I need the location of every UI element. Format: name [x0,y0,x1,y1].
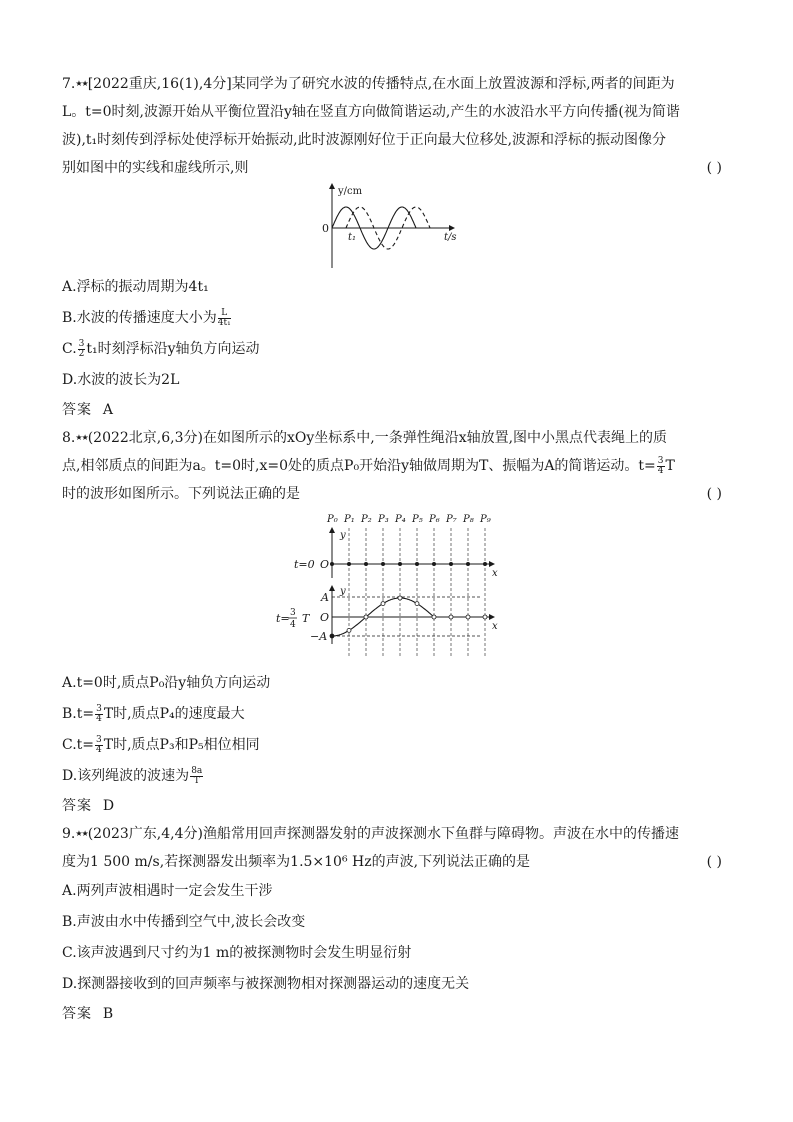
option-text: 两列声波相遇时一定会发生干涉 [76,883,273,899]
fraction [95,705,103,724]
question-9 [62,820,722,1028]
q8-point-label: P₉ [480,514,491,525]
q7-tick-t1: t₁ [348,232,357,243]
q7-vibration-graph [62,182,722,272]
option-letter: A. [62,675,77,691]
option-text: 水波的传播速度大小为 [76,310,217,326]
q9-option-d [62,969,722,1000]
fraction [218,309,231,328]
q8-t1-label-prefix: t= [276,612,290,625]
fraction-numerator: 8a [191,765,203,776]
question-8 [62,424,722,820]
q8-text-3: 时的波形如图所示。下列说法正确的是 [62,486,300,502]
q7-xlabel: t/s [444,232,457,243]
q9-option-a [62,876,722,907]
fraction-numerator: 3 [78,338,85,349]
q9-line-1 [62,820,722,848]
q9-answer [62,1000,722,1028]
q8-point-label: P₁ [344,514,355,525]
q8-point-label: P₇ [446,514,457,525]
answer-label: 答案 [62,402,92,418]
option-letter: A. [62,883,77,899]
document-page [62,70,722,1028]
q8-point-label: P₆ [429,514,440,525]
q8-point-label: P₂ [361,514,372,525]
option-text: t₁时刻浮标沿y轴负方向运动 [86,341,260,357]
question-7 [62,70,722,424]
q8-particle-t1 [364,615,368,619]
q8-particle-t0 [415,562,419,566]
option-letter: C. [62,737,77,753]
q7-option-b [62,303,722,334]
option-text: T时,质点P₃和P₅相位相同 [103,737,260,753]
option-text: 浮标的振动周期为4t₁ [76,279,209,295]
option-letter: B. [62,310,77,326]
q8-particle-t0 [364,562,368,566]
q8-waveform-figure [62,508,722,668]
q8-particle-t0 [466,562,470,566]
q8-line-3 [62,480,722,508]
q7-line-3: 波),t₁时刻传到浮标处使浮标开始振动,此时波源刚好位于正向最大位移处,波源和浮标的振动图像分 [62,132,667,148]
fraction-denominator: T [193,775,200,786]
q8-particle-t1 [330,634,334,638]
q8-particle-t0 [432,562,436,566]
q8-particle-t1 [398,596,402,600]
q7-source: [2022重庆,16(1),4分] [87,76,232,92]
q8-option-c [62,730,722,761]
q8-particle-t1 [483,615,487,619]
q8-point-label: P₅ [412,514,423,525]
q8-particle-t0 [483,562,487,566]
q8-point-label: P₃ [378,514,389,525]
difficulty-stars-icon: ★★ [75,433,88,442]
q8-particle-t1 [381,602,385,606]
q8-amp-neg-label: −A [310,630,328,643]
q7-option-d [62,365,722,396]
fraction-numerator: L [218,309,231,319]
fraction-numerator: 3 [96,734,102,745]
q8-line-2 [62,452,722,480]
answer-blank: ( ) [706,854,722,870]
answer-blank: ( ) [706,160,722,176]
fraction-denominator: 4 [96,713,102,724]
q7-graph-svg [62,182,722,272]
answer-value: B [102,1006,115,1022]
option-text: 水波的波长为2L [77,372,180,388]
q8-particle-t0 [449,562,453,566]
option-letter: A. [62,279,77,295]
q7-line-1 [62,70,722,98]
option-text: 探测器接收到的回声频率与被探测物相对探测器运动的速度无关 [77,976,470,992]
q8-t1-frac-den: 4 [290,620,296,630]
q8-t0-y-label: y [340,530,346,541]
q9-source: (2023广东,4,4分) [87,826,203,842]
q8-particle-t0 [330,562,334,566]
fraction-denominator: 4t₁ [217,317,231,328]
answer-value: D [102,798,116,814]
q9-number: 9. [62,826,76,842]
q8-particle-t1 [449,615,453,619]
q8-particle-t0 [398,562,402,566]
fraction-denominator: 4 [96,744,102,755]
q8-point-label: P₈ [463,514,474,525]
q7-option-a [62,272,722,303]
q9-text-1: 渔船常用回声探测器发射的声波探测水下鱼群与障碍物。声波在水中的传播速 [202,826,679,842]
q7-origin: 0 [322,222,329,235]
fraction-denominator: 2 [78,348,85,359]
difficulty-stars-icon: ★★ [75,829,88,838]
q8-option-a [62,668,722,699]
q8-text-2b: T [665,458,675,474]
q7-text-4: 别如图中的实线和虚线所示,则 [62,160,249,176]
answer-label: 答案 [62,1006,92,1022]
q8-particle-t1 [432,615,436,619]
q8-t1-y-label: y [340,586,346,597]
option-text: T时,质点P₄的速度最大 [103,706,245,722]
q7-answer [62,396,722,424]
fraction-numerator: 3 [96,703,102,714]
q8-figure-svg [62,508,722,668]
answer-value: A [102,402,115,418]
q8-amp-pos-label: A [321,591,329,604]
q7-line-4 [62,154,722,182]
option-text: 该声波遇到尺寸约为1 m的被探测物时会发生明显衍射 [76,945,412,961]
q8-t1-frac-num: 3 [290,608,296,618]
q8-t1-label-suffix: T [302,612,310,625]
q9-option-b [62,907,722,938]
q8-particle-t1 [466,615,470,619]
option-letter: D. [62,372,78,388]
q8-answer [62,792,722,820]
q8-number: 8. [62,430,76,446]
option-letter: C. [62,341,77,357]
q8-t1-origin: O [320,611,330,624]
option-prefix: t= [76,737,95,753]
fraction [657,457,665,476]
q8-t0-origin: O [320,558,330,571]
q8-point-label: P₄ [395,514,406,525]
q7-line-2: L。t=0时刻,波源开始从平衡位置沿y轴在竖直方向做简谐运动,产生的水波沿水平方向传播(视为简谐 [62,104,680,120]
q8-text-2: 点,相邻质点的间距为a。t=0时,x=0处的质点P₀开始沿y轴做周期为T、振幅为A的简谐运动。t= [62,458,656,474]
answer-label: 答案 [62,798,92,814]
q8-particle-t1 [415,602,419,606]
option-letter: C. [62,945,77,961]
q9-text-2: 度为1 500 m/s,若探测器发出频率为1.5×10⁶ Hz的声波,下列说法正确的是 [62,854,531,870]
option-letter: D. [62,768,78,784]
q8-line-1 [62,424,722,452]
q8-point-label: P₀ [327,514,338,525]
option-letter: D. [62,976,78,992]
fraction-numerator: 3 [657,455,664,466]
q8-t1-x-label: x [492,621,498,632]
q8-t0-x-label: x [492,568,498,579]
fraction [95,736,103,755]
q8-option-d [62,761,722,792]
option-letter: B. [62,706,77,722]
q8-t0-label: t=0 [294,558,315,571]
q9-line-2 [62,848,722,876]
option-text: 该列绳波的波速为 [77,768,190,784]
q8-particle-t0 [381,562,385,566]
option-prefix: t= [76,706,95,722]
q7-option-c [62,334,722,365]
q8-option-b [62,699,722,730]
q7-number: 7. [62,76,76,92]
q8-particle-t1 [347,628,351,632]
q8-particle-t0 [347,562,351,566]
answer-blank: ( ) [706,486,722,502]
q8-text-1: 在如图所示的xOy坐标系中,一条弹性绳沿x轴放置,图中小黑点代表绳上的质 [202,430,668,446]
option-text: 声波由水中传播到空气中,波长会改变 [76,914,306,930]
option-text: t=0时,质点P₀沿y轴负方向运动 [76,675,271,691]
difficulty-stars-icon: ★★ [75,79,88,88]
q7-ylabel: y/cm [338,186,363,197]
fraction-denominator: 4 [657,465,664,476]
q9-option-c [62,938,722,969]
q7-text-1: 某同学为了研究水波的传播特点,在水面上放置波源和浮标,两者的间距为 [231,76,675,92]
q8-source: (2022北京,6,3分) [87,430,203,446]
fraction [190,767,203,786]
option-letter: B. [62,914,77,930]
fraction [78,340,86,359]
